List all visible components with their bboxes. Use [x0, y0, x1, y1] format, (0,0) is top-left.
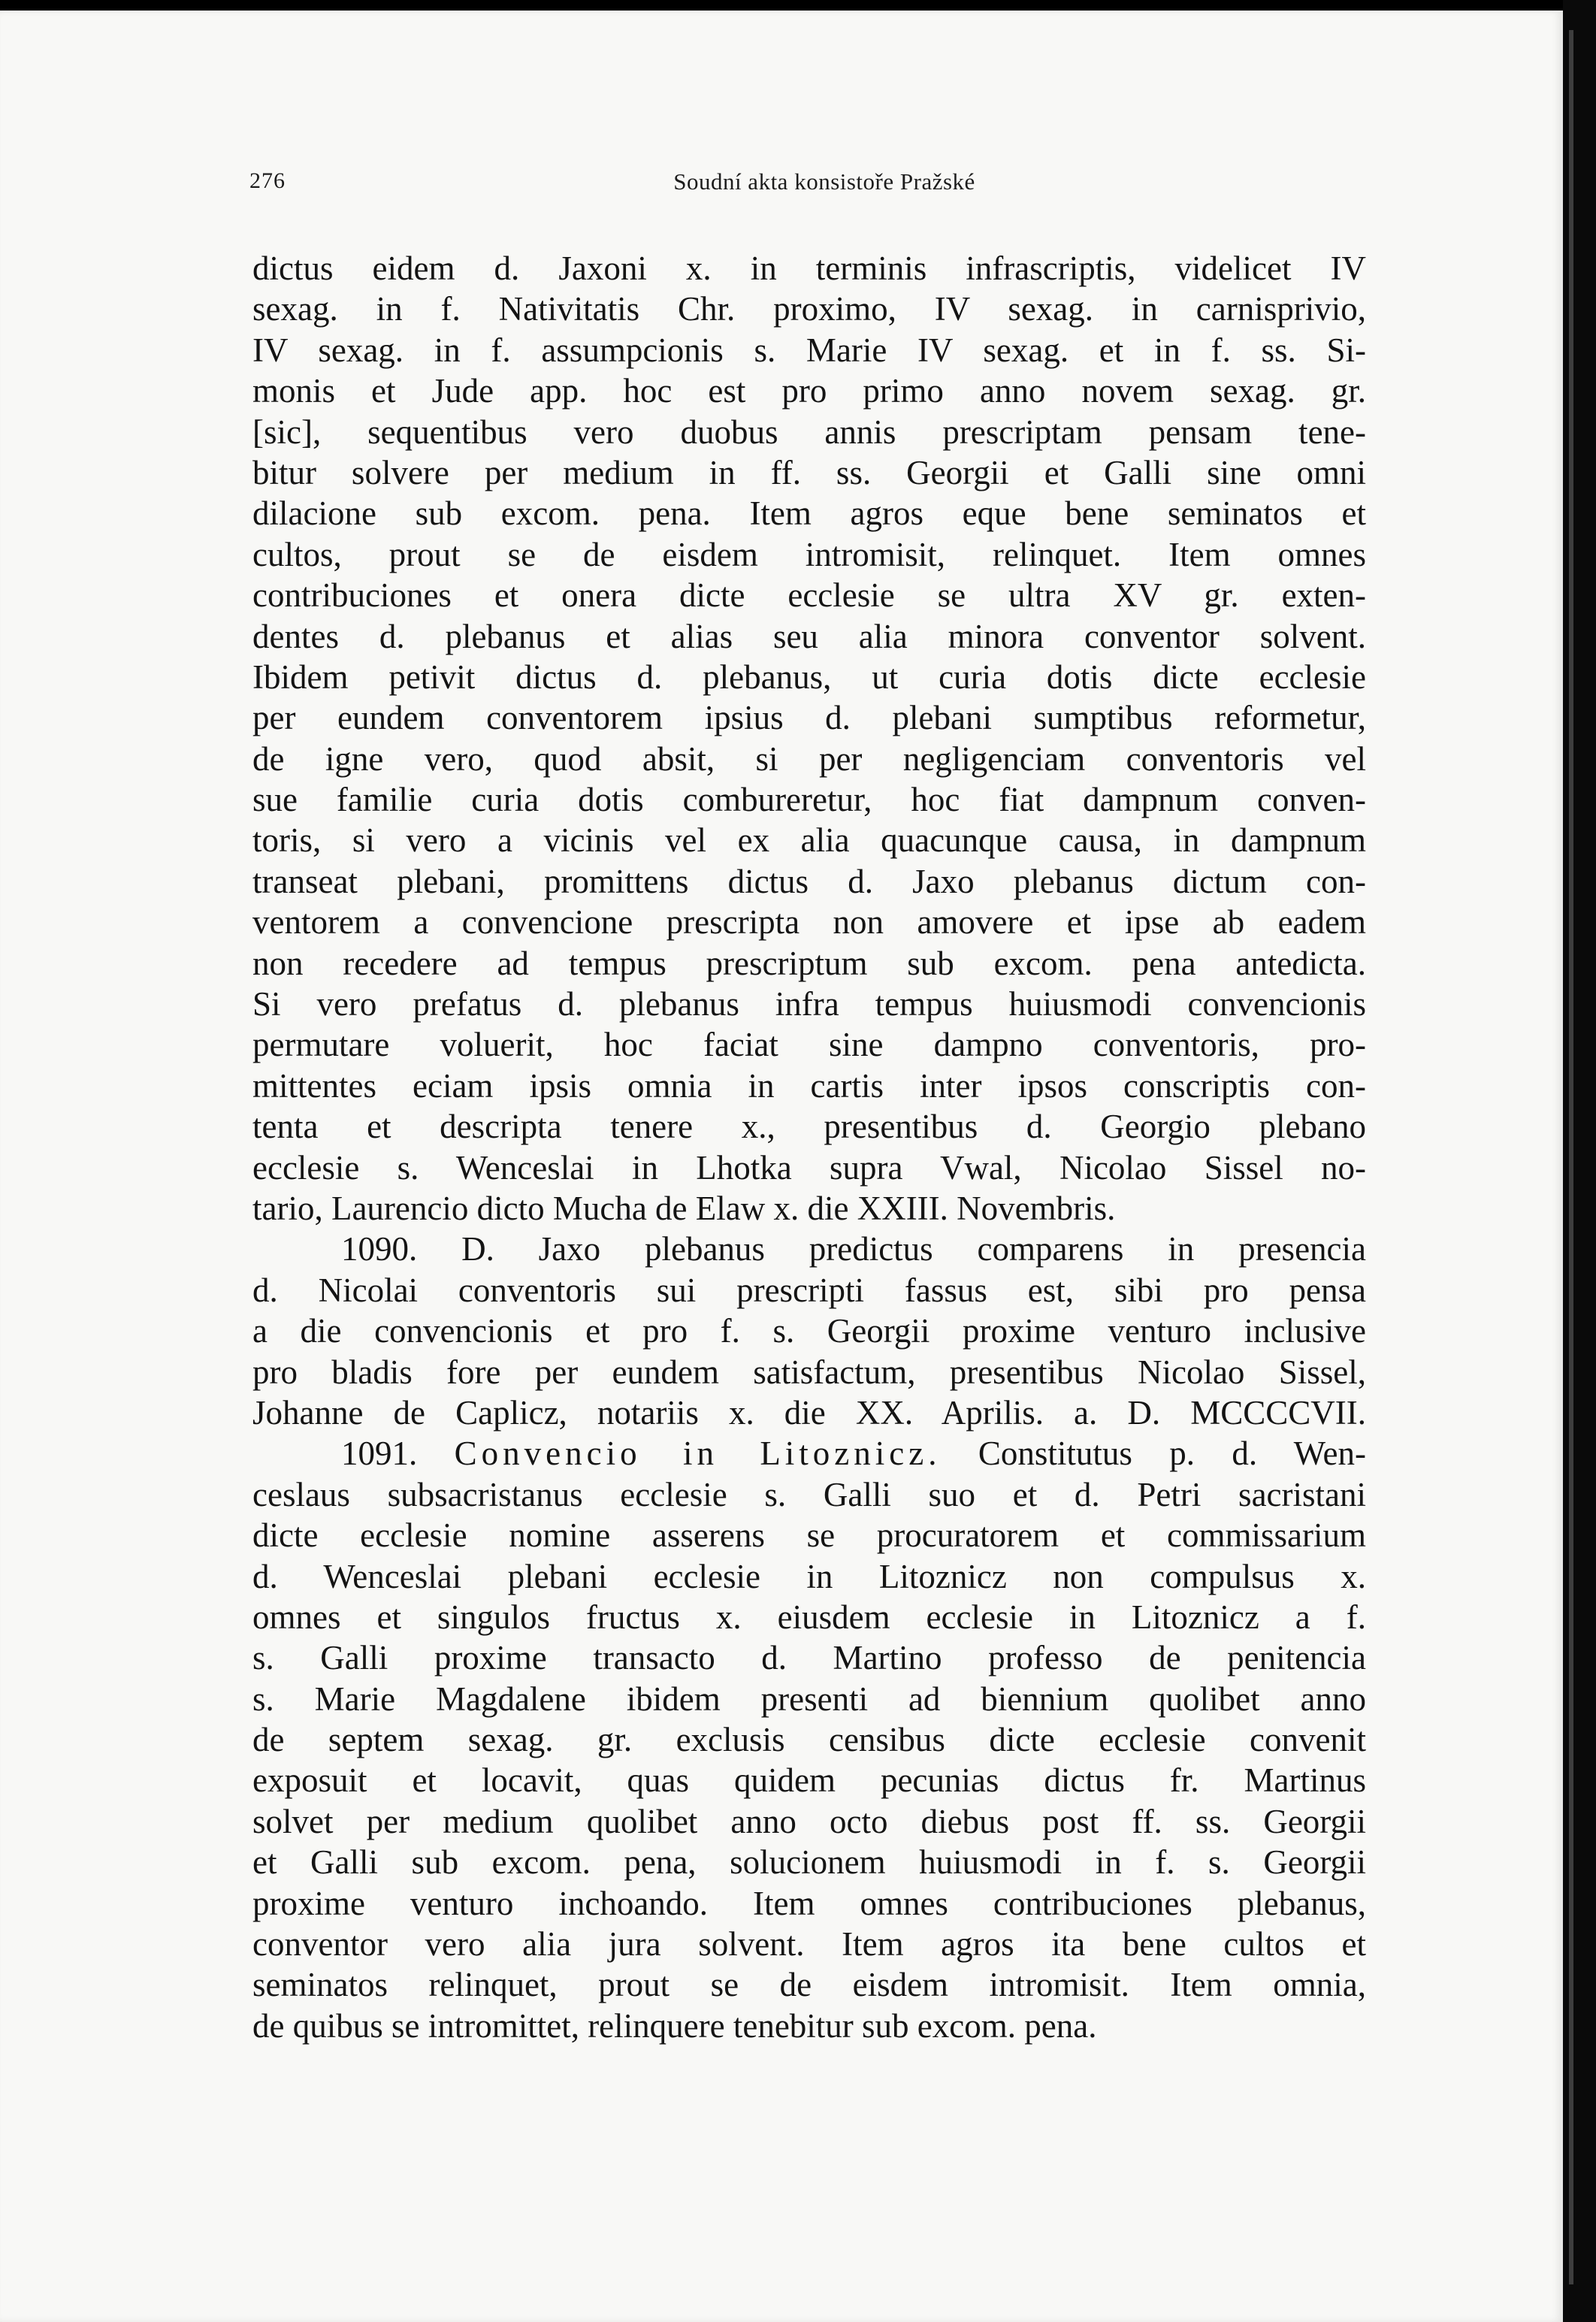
text-line: exposuit et locavit, quas quidem pecunias dictus fr. Martinus: [252, 1761, 1366, 1800]
text-line: ecclesie s. Wenceslai in Lhotka supra Vwal, Nicolao Sissel no-: [252, 1148, 1366, 1187]
text-line: sue familie curia dotis combureretur, hoc fiat dampnum conven-: [252, 781, 1366, 819]
text-line: seminatos relinquet, prout se de eisdem intromisit. Item omnia,: [252, 1966, 1366, 2004]
text-line: sexag. in f. Nativitatis Chr. proximo, IV sexag. in carnisprivio,: [252, 290, 1366, 328]
text-line: non recedere ad tempus prescriptum sub excom. pena antedicta.: [252, 944, 1366, 982]
text-line: dicte ecclesie nomine asserens se procuratorem et commissarium: [252, 1516, 1366, 1555]
entry-1090-number: 1090.: [341, 1230, 418, 1268]
running-title: Soudní akta konsistoře Pražské: [673, 168, 975, 195]
scan-right-edge: [1563, 0, 1596, 2322]
text-line: conventor vero alia jura solvent. Item agros ita bene cultos et: [252, 1925, 1366, 1964]
text-line: cultos, prout se de eisdem intromisit, relinquet. Item omnes: [252, 535, 1366, 573]
text-line: tario, Laurencio dicto Mucha de Elaw x. die XXIII. Novembris.: [252, 1189, 1116, 1227]
text-line: et Galli sub excom. pena, solucionem huiusmodi in f. s. Georgii: [252, 1843, 1366, 1882]
text-line: [sic], sequentibus vero duobus annis prescriptam pensam tene-: [252, 413, 1366, 451]
entry-1091-first-line: [252, 1433, 1366, 1474]
text-line: dictus eidem d. Jaxoni x. in terminis infrascriptis, videlicet IV: [252, 249, 1366, 287]
entry-1091-number: 1091.: [341, 1435, 418, 1473]
text-line: Si vero prefatus d. plebanus infra tempus huiusmodi convencionis: [252, 985, 1366, 1023]
text-line: permutare voluerit, hoc faciat sine dampno conventoris, pro-: [252, 1026, 1366, 1064]
text-line: a die convencionis et pro f. s. Georgii proxime venturo inclusive: [252, 1312, 1366, 1350]
entry-1090-text: D. Jaxo plebanus predictus comparens in presencia: [461, 1230, 1366, 1268]
text-line: Johanne de Caplicz, notariis x. die XX. Aprilis. a. D. MCCCCVII.: [252, 1393, 1366, 1432]
text-line: s. Marie Magdalene ibidem presenti ad biennium quolibet anno: [252, 1680, 1366, 1718]
text-line: dilacione sub excom. pena. Item agros eque bene seminatos et: [252, 494, 1366, 533]
text-line: contribuciones et onera dicte ecclesie se ultra XV gr. exten-: [252, 576, 1366, 615]
text-line: monis et Jude app. hoc est pro primo anno novem sexag. gr.: [252, 372, 1366, 410]
entry-1091-text: Constitutus p. d. Wen-: [978, 1435, 1367, 1473]
text-line: s. Galli proxime transacto d. Martino professo de penitencia: [252, 1639, 1366, 1677]
text-line: bitur solvere per medium in ff. ss. Georgii et Galli sine omni: [252, 453, 1366, 491]
body-text: [252, 248, 1366, 2046]
text-line: de quibus se intromittet, relinquere tenebitur sub excom. pena.: [252, 2006, 1097, 2045]
text-line: per eundem conventorem ipsius d. plebani sumptibus reformetur,: [252, 699, 1366, 737]
entry-1091-heading: Convencio in Litoznicz.: [454, 1435, 942, 1473]
text-line: transeat plebani, promittens dictus d. Jaxo plebanus dictum con-: [252, 862, 1366, 900]
text-line: mittentes eciam ipsis omnia in cartis inter ipsos conscriptis con-: [252, 1066, 1366, 1105]
page-header: [249, 168, 1399, 204]
text-line: de igne vero, quod absit, si per negligenciam conventoris vel: [252, 739, 1366, 778]
text-line: tenta et descripta tenere x., presentibus d. Georgio plebano: [252, 1108, 1366, 1146]
page-number: 276: [249, 168, 286, 193]
text-line: toris, si vero a vicinis vel ex alia quacunque causa, in dampnum: [252, 821, 1366, 860]
text-line: Ibidem petivit dictus d. plebanus, ut curia dotis dicte ecclesie: [252, 658, 1366, 696]
book-page: [0, 11, 1563, 2322]
text-line: ceslaus subsacristanus ecclesie s. Galli suo et d. Petri sacristani: [252, 1475, 1366, 1513]
entry-1090-first-line: [252, 1229, 1366, 1269]
text-line: d. Wenceslai plebani ecclesie in Litoznicz non compulsus x.: [252, 1557, 1366, 1595]
text-line: ventorem a convencione prescripta non amovere et ipse ab eadem: [252, 903, 1366, 942]
text-line: omnes et singulos fructus x. eiusdem ecclesie in Litoznicz a f.: [252, 1598, 1366, 1636]
text-line: solvet per medium quolibet anno octo diebus post ff. ss. Georgii: [252, 1802, 1366, 1840]
text-line: de septem sexag. gr. exclusis censibus dicte ecclesie convenit: [252, 1721, 1366, 1759]
text-line: IV sexag. in f. assumpcionis s. Marie IV sexag. et in f. ss. Si-: [252, 331, 1366, 369]
text-line: proxime venturo inchoando. Item omnes contribuciones plebanus,: [252, 1884, 1366, 1922]
text-line: dentes d. plebanus et alias seu alia minora conventor solvent.: [252, 617, 1366, 655]
text-line: pro bladis fore per eundem satisfactum, presentibus Nicolao Sissel,: [252, 1353, 1366, 1391]
text-line: d. Nicolai conventoris sui prescripti fassus est, sibi pro pensa: [252, 1271, 1366, 1309]
